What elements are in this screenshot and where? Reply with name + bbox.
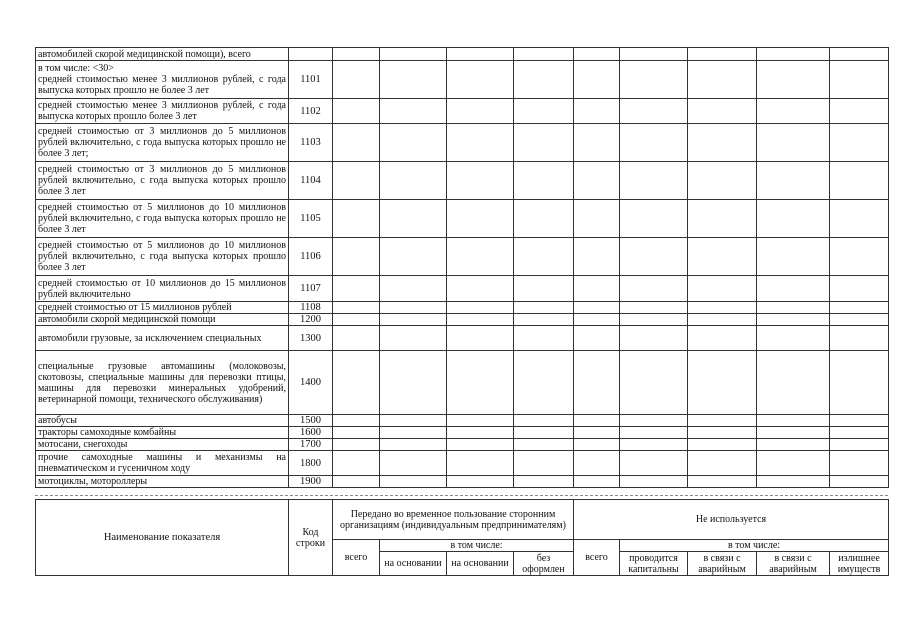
empty-cell bbox=[620, 415, 688, 427]
row-code: 1900 bbox=[289, 476, 333, 488]
empty-cell bbox=[380, 61, 447, 99]
empty-cell bbox=[333, 326, 380, 351]
empty-cell bbox=[447, 302, 514, 314]
empty-cell bbox=[620, 451, 688, 476]
table-row bbox=[36, 415, 889, 427]
empty-cell bbox=[688, 415, 757, 427]
empty-cell bbox=[514, 451, 574, 476]
row-code bbox=[289, 48, 333, 61]
empty-cell bbox=[688, 314, 757, 326]
empty-cell bbox=[620, 476, 688, 488]
row-code: 1107 bbox=[289, 276, 333, 302]
data-table bbox=[35, 47, 889, 488]
empty-cell bbox=[380, 99, 447, 124]
empty-cell bbox=[380, 200, 447, 238]
header-sub: проводится капитальны bbox=[620, 552, 688, 576]
row-name: средней стоимостью от 5 миллионов до 10 миллионов рублей включительно, с года выпуска которых прошло не более 3 лет bbox=[36, 200, 289, 238]
empty-cell bbox=[830, 427, 889, 439]
empty-cell bbox=[830, 61, 889, 99]
empty-cell bbox=[333, 276, 380, 302]
empty-cell bbox=[620, 351, 688, 415]
empty-cell bbox=[380, 439, 447, 451]
empty-cell bbox=[514, 439, 574, 451]
empty-cell bbox=[574, 302, 620, 314]
empty-cell bbox=[574, 238, 620, 276]
table-row bbox=[36, 276, 889, 302]
empty-cell bbox=[447, 326, 514, 351]
empty-cell bbox=[514, 200, 574, 238]
empty-cell bbox=[574, 476, 620, 488]
empty-cell bbox=[830, 476, 889, 488]
empty-cell bbox=[514, 302, 574, 314]
empty-cell bbox=[514, 48, 574, 61]
empty-cell bbox=[380, 314, 447, 326]
empty-cell bbox=[574, 427, 620, 439]
row-name: мотоциклы, мотороллеры bbox=[36, 476, 289, 488]
empty-cell bbox=[688, 200, 757, 238]
empty-cell bbox=[757, 439, 830, 451]
empty-cell bbox=[447, 124, 514, 162]
empty-cell bbox=[757, 427, 830, 439]
empty-cell bbox=[514, 427, 574, 439]
table-body bbox=[36, 48, 889, 488]
empty-cell bbox=[757, 351, 830, 415]
empty-cell bbox=[380, 238, 447, 276]
empty-cell bbox=[688, 162, 757, 200]
empty-cell bbox=[574, 314, 620, 326]
empty-cell bbox=[830, 302, 889, 314]
row-name: автомобили грузовые, за исключением специальных bbox=[36, 326, 289, 351]
empty-cell bbox=[447, 48, 514, 61]
empty-cell bbox=[620, 326, 688, 351]
row-code: 1600 bbox=[289, 427, 333, 439]
empty-cell bbox=[574, 162, 620, 200]
empty-cell bbox=[757, 276, 830, 302]
empty-cell bbox=[333, 451, 380, 476]
empty-cell bbox=[574, 351, 620, 415]
empty-cell bbox=[620, 99, 688, 124]
empty-cell bbox=[514, 99, 574, 124]
empty-cell bbox=[688, 427, 757, 439]
empty-cell bbox=[830, 276, 889, 302]
row-code: 1104 bbox=[289, 162, 333, 200]
empty-cell bbox=[830, 439, 889, 451]
empty-cell bbox=[830, 99, 889, 124]
row-code: 1200 bbox=[289, 314, 333, 326]
empty-cell bbox=[380, 415, 447, 427]
empty-cell bbox=[447, 99, 514, 124]
empty-cell bbox=[688, 238, 757, 276]
empty-cell bbox=[620, 427, 688, 439]
empty-cell bbox=[447, 427, 514, 439]
empty-cell bbox=[333, 415, 380, 427]
empty-cell bbox=[514, 415, 574, 427]
empty-cell bbox=[333, 238, 380, 276]
empty-cell bbox=[688, 351, 757, 415]
empty-cell bbox=[574, 326, 620, 351]
row-name: автомобилей скорой медицинской помощи), всего bbox=[36, 48, 289, 61]
empty-cell bbox=[688, 439, 757, 451]
empty-cell bbox=[757, 48, 830, 61]
table-row bbox=[36, 351, 889, 415]
empty-cell bbox=[830, 415, 889, 427]
empty-cell bbox=[514, 476, 574, 488]
empty-cell bbox=[620, 61, 688, 99]
empty-cell bbox=[688, 99, 757, 124]
empty-cell bbox=[620, 314, 688, 326]
empty-cell bbox=[447, 162, 514, 200]
header-code: Код строки bbox=[289, 500, 333, 576]
empty-cell bbox=[333, 427, 380, 439]
empty-cell bbox=[333, 48, 380, 61]
header-table bbox=[35, 499, 889, 576]
empty-cell bbox=[574, 99, 620, 124]
empty-cell bbox=[620, 48, 688, 61]
table-row bbox=[36, 99, 889, 124]
empty-cell bbox=[447, 351, 514, 415]
empty-cell bbox=[574, 48, 620, 61]
empty-cell bbox=[333, 302, 380, 314]
table-row bbox=[36, 302, 889, 314]
empty-cell bbox=[447, 314, 514, 326]
table-row bbox=[36, 61, 889, 99]
empty-cell bbox=[620, 200, 688, 238]
divider bbox=[35, 495, 888, 496]
empty-cell bbox=[830, 314, 889, 326]
empty-cell bbox=[380, 451, 447, 476]
header-sub: в связи с аварийным bbox=[757, 552, 830, 576]
empty-cell bbox=[757, 124, 830, 162]
empty-cell bbox=[688, 302, 757, 314]
empty-cell bbox=[380, 326, 447, 351]
row-code: 1800 bbox=[289, 451, 333, 476]
empty-cell bbox=[757, 162, 830, 200]
empty-cell bbox=[447, 415, 514, 427]
header-transferred: Передано во временное пользование сторонним организациям (индивидуальным предпринимателям) bbox=[333, 500, 574, 540]
empty-cell bbox=[447, 476, 514, 488]
row-name: средней стоимостью от 15 миллионов рублей bbox=[36, 302, 289, 314]
empty-cell bbox=[380, 124, 447, 162]
empty-cell bbox=[688, 451, 757, 476]
empty-cell bbox=[688, 61, 757, 99]
empty-cell bbox=[757, 238, 830, 276]
empty-cell bbox=[830, 238, 889, 276]
empty-cell bbox=[514, 61, 574, 99]
empty-cell bbox=[757, 476, 830, 488]
row-code: 1101 bbox=[289, 61, 333, 99]
table-row bbox=[36, 48, 889, 61]
empty-cell bbox=[514, 238, 574, 276]
empty-cell bbox=[514, 276, 574, 302]
empty-cell bbox=[514, 162, 574, 200]
empty-cell bbox=[447, 276, 514, 302]
row-code: 1400 bbox=[289, 351, 333, 415]
empty-cell bbox=[333, 476, 380, 488]
table-row bbox=[36, 124, 889, 162]
empty-cell bbox=[688, 48, 757, 61]
empty-cell bbox=[757, 99, 830, 124]
header-in-that-number-unused: в том числе: bbox=[620, 540, 889, 552]
row-code: 1500 bbox=[289, 415, 333, 427]
row-name: автобусы bbox=[36, 415, 289, 427]
empty-cell bbox=[688, 276, 757, 302]
empty-cell bbox=[447, 451, 514, 476]
empty-cell bbox=[333, 61, 380, 99]
row-code: 1108 bbox=[289, 302, 333, 314]
empty-cell bbox=[447, 61, 514, 99]
empty-cell bbox=[757, 415, 830, 427]
row-name: в том числе: <30> средней стоимостью менее 3 миллионов рублей, с года выпуска которых прошло не более 3 лет bbox=[36, 61, 289, 99]
empty-cell bbox=[574, 200, 620, 238]
row-name: тракторы самоходные комбайны bbox=[36, 427, 289, 439]
empty-cell bbox=[447, 439, 514, 451]
empty-cell bbox=[380, 427, 447, 439]
table-row bbox=[36, 200, 889, 238]
empty-cell bbox=[574, 276, 620, 302]
empty-cell bbox=[830, 200, 889, 238]
header-total-unused: всего bbox=[574, 540, 620, 576]
empty-cell bbox=[380, 162, 447, 200]
empty-cell bbox=[333, 314, 380, 326]
empty-cell bbox=[757, 302, 830, 314]
empty-cell bbox=[757, 200, 830, 238]
empty-cell bbox=[514, 326, 574, 351]
empty-cell bbox=[688, 476, 757, 488]
empty-cell bbox=[574, 439, 620, 451]
empty-cell bbox=[830, 48, 889, 61]
row-name: средней стоимостью от 3 миллионов до 5 миллионов рублей включительно, с года выпуска которых прошло более 3 лет bbox=[36, 162, 289, 200]
empty-cell bbox=[620, 162, 688, 200]
empty-cell bbox=[620, 302, 688, 314]
empty-cell bbox=[447, 200, 514, 238]
header-sub: излишнее имуществ bbox=[830, 552, 889, 576]
row-code: 1700 bbox=[289, 439, 333, 451]
empty-cell bbox=[830, 124, 889, 162]
row-name: специальные грузовые автомашины (молоковозы, скотовозы, специальные машины для перевозки птицы, машины для перевозки минеральных удобрений, ветеринарной помощи, технического обслуживания) bbox=[36, 351, 289, 415]
empty-cell bbox=[574, 415, 620, 427]
empty-cell bbox=[688, 124, 757, 162]
row-name: средней стоимостью от 10 миллионов до 15 миллионов рублей включительно bbox=[36, 276, 289, 302]
header-sub: в связи с аварийным bbox=[688, 552, 757, 576]
empty-cell bbox=[830, 351, 889, 415]
row-name: средней стоимостью от 3 миллионов до 5 миллионов рублей включительно, с года выпуска которых прошло не более 3 лет; bbox=[36, 124, 289, 162]
table-row bbox=[36, 162, 889, 200]
empty-cell bbox=[447, 238, 514, 276]
empty-cell bbox=[333, 439, 380, 451]
table-row bbox=[36, 326, 889, 351]
empty-cell bbox=[620, 124, 688, 162]
empty-cell bbox=[333, 351, 380, 415]
empty-cell bbox=[830, 326, 889, 351]
empty-cell bbox=[757, 314, 830, 326]
empty-cell bbox=[514, 124, 574, 162]
table-row bbox=[36, 314, 889, 326]
empty-cell bbox=[620, 439, 688, 451]
header-sub: на основании bbox=[380, 552, 447, 576]
row-name: средней стоимостью от 5 миллионов до 10 миллионов рублей включительно, с года выпуска которых прошло более 3 лет bbox=[36, 238, 289, 276]
header-in-that-number: в том числе: bbox=[380, 540, 574, 552]
table-row bbox=[36, 427, 889, 439]
empty-cell bbox=[380, 476, 447, 488]
empty-cell bbox=[757, 451, 830, 476]
row-code: 1105 bbox=[289, 200, 333, 238]
table-row bbox=[36, 439, 889, 451]
empty-cell bbox=[380, 48, 447, 61]
row-name: мотосани, снегоходы bbox=[36, 439, 289, 451]
empty-cell bbox=[620, 276, 688, 302]
empty-cell bbox=[333, 99, 380, 124]
empty-cell bbox=[333, 124, 380, 162]
table-row bbox=[36, 451, 889, 476]
row-code: 1106 bbox=[289, 238, 333, 276]
empty-cell bbox=[514, 351, 574, 415]
empty-cell bbox=[574, 124, 620, 162]
row-code: 1103 bbox=[289, 124, 333, 162]
empty-cell bbox=[574, 61, 620, 99]
empty-cell bbox=[333, 162, 380, 200]
empty-cell bbox=[380, 351, 447, 415]
row-code: 1102 bbox=[289, 99, 333, 124]
empty-cell bbox=[688, 326, 757, 351]
row-name: прочие самоходные машины и механизмы на пневматическом и гусеничном ходу bbox=[36, 451, 289, 476]
empty-cell bbox=[380, 302, 447, 314]
empty-cell bbox=[333, 200, 380, 238]
empty-cell bbox=[757, 61, 830, 99]
header-total: всего bbox=[333, 540, 380, 576]
table-row bbox=[36, 476, 889, 488]
header-sub: без оформлен bbox=[514, 552, 574, 576]
empty-cell bbox=[757, 326, 830, 351]
empty-cell bbox=[830, 451, 889, 476]
empty-cell bbox=[830, 162, 889, 200]
header-name: Наименование показателя bbox=[36, 500, 289, 576]
empty-cell bbox=[620, 238, 688, 276]
empty-cell bbox=[380, 276, 447, 302]
row-name: автомобили скорой медицинской помощи bbox=[36, 314, 289, 326]
empty-cell bbox=[574, 451, 620, 476]
row-name: средней стоимостью менее 3 миллионов рублей, с года выпуска которых прошло более 3 лет bbox=[36, 99, 289, 124]
table-row bbox=[36, 238, 889, 276]
row-code: 1300 bbox=[289, 326, 333, 351]
empty-cell bbox=[514, 314, 574, 326]
header-unused: Не используется bbox=[574, 500, 889, 540]
header-sub: на основании bbox=[447, 552, 514, 576]
